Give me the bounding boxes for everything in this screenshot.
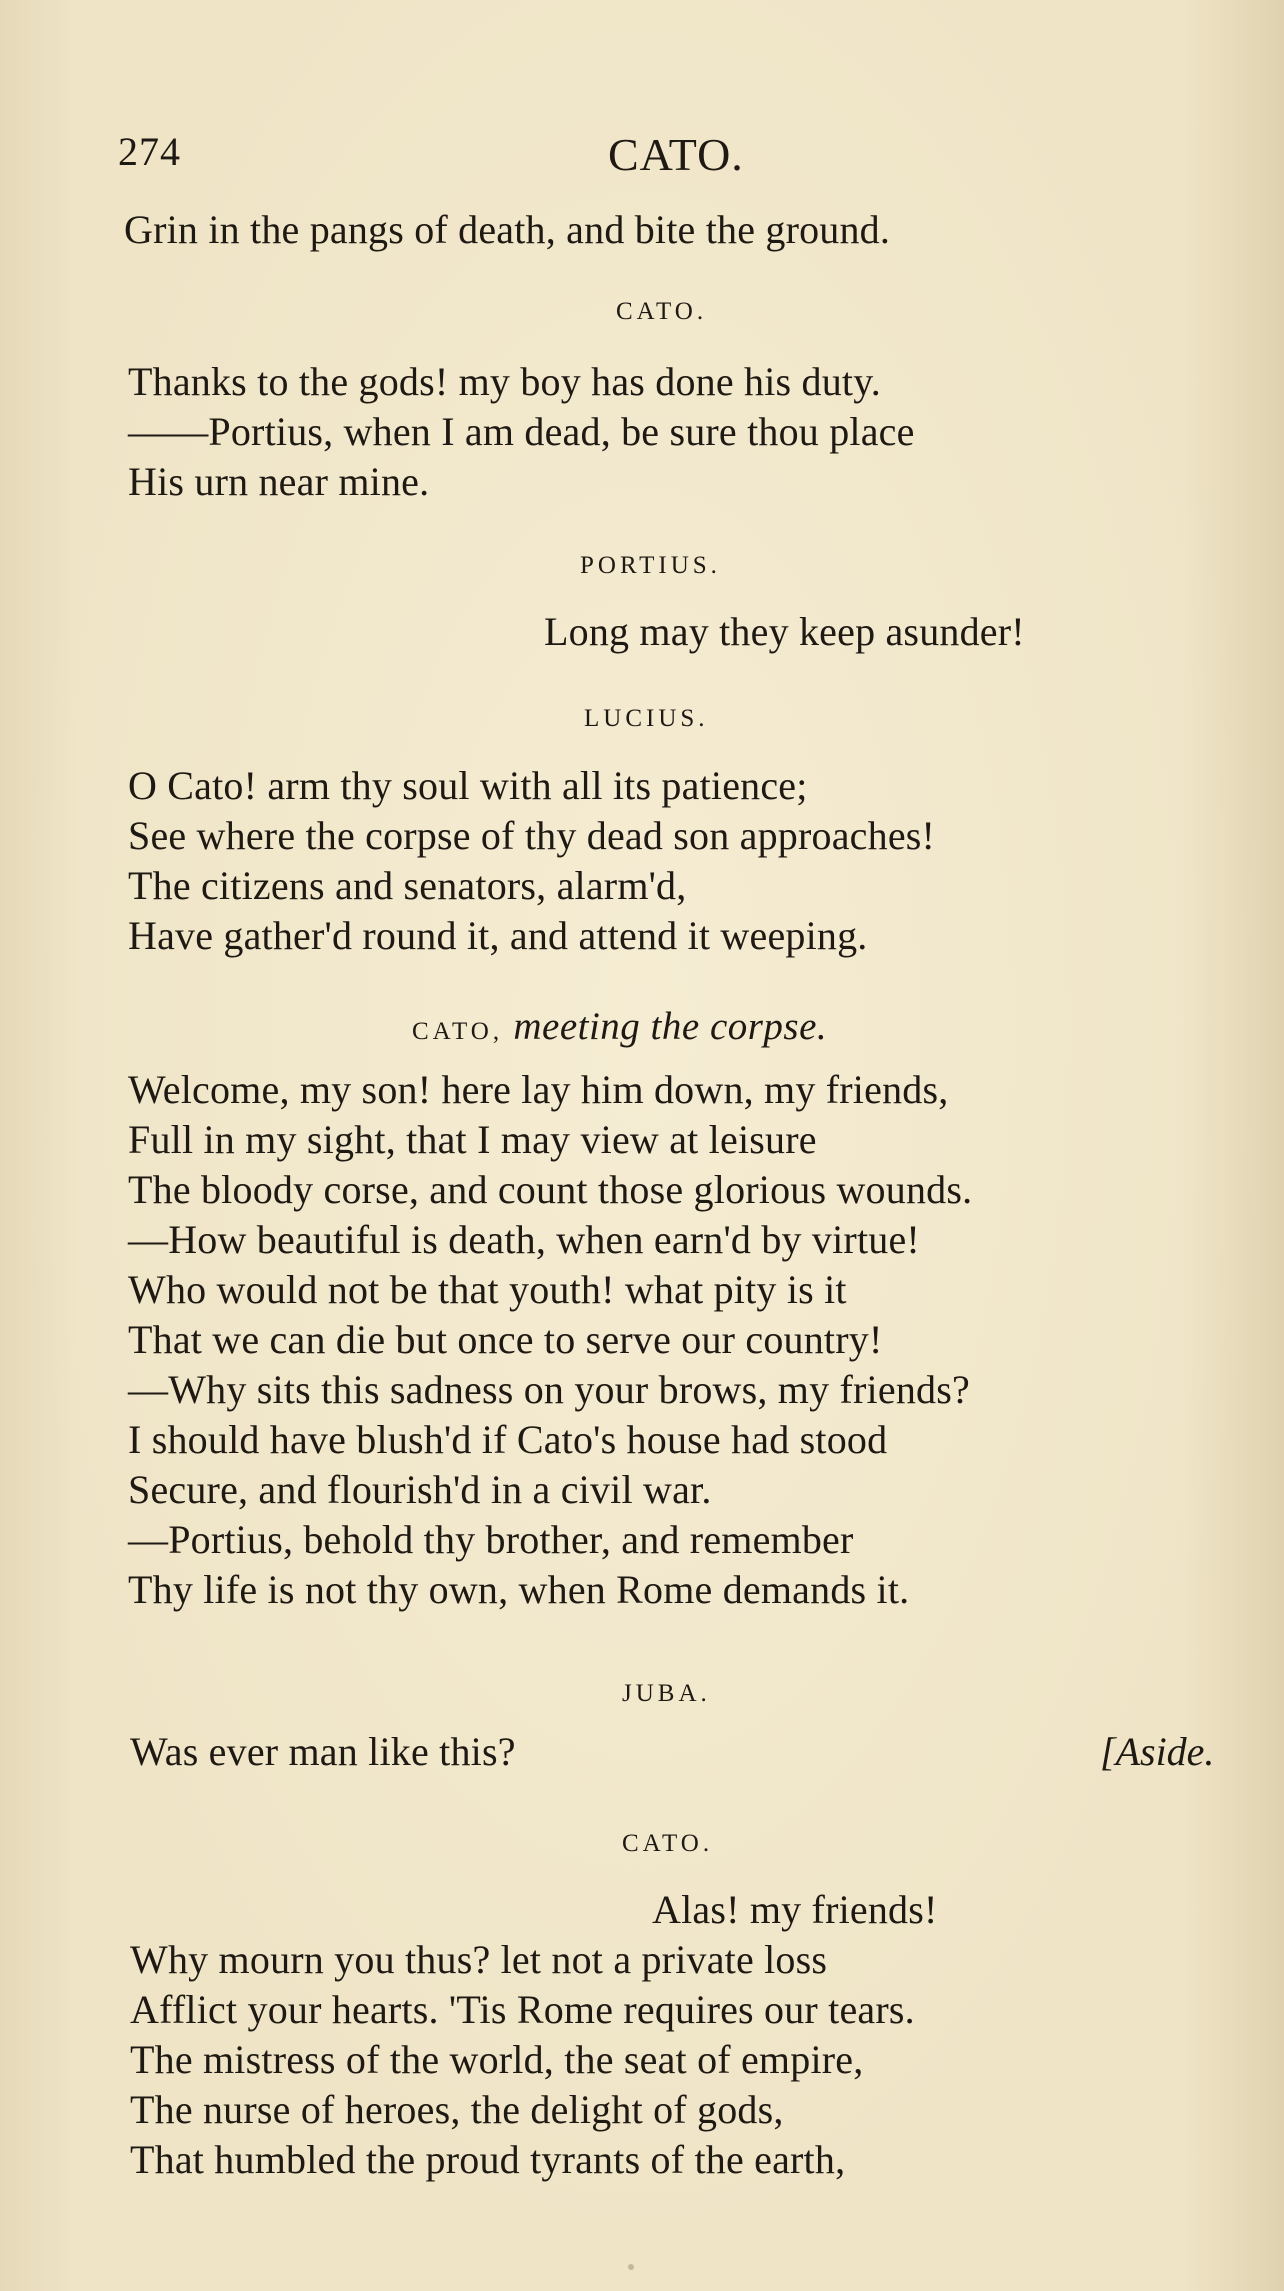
verse-line: I should have blush'd if Cato's house had stood bbox=[128, 1417, 888, 1462]
verse-line: Afflict your hearts. 'Tis Rome requires our tears. bbox=[130, 1987, 915, 2032]
verse-line: —Portius, behold thy brother, and remember bbox=[128, 1517, 854, 1562]
verse-line: —Why sits this sadness on your brows, my friends? bbox=[128, 1367, 970, 1412]
verse-line: See where the corpse of thy dead son approaches! bbox=[128, 813, 936, 858]
verse-line: Full in my sight, that I may view at leisure bbox=[128, 1117, 817, 1162]
speaker-heading-with-stage-direction bbox=[412, 1004, 827, 1049]
verse-line: Thy life is not thy own, when Rome demands it. bbox=[128, 1567, 910, 1612]
stage-direction: meeting the corpse. bbox=[513, 1005, 828, 1048]
speaker-name: CATO, bbox=[412, 1018, 504, 1045]
speaker-heading: CATO. bbox=[616, 298, 708, 325]
verse-line: O Cato! arm thy soul with all its patience; bbox=[128, 763, 808, 808]
verse-line: That we can die but once to serve our country! bbox=[128, 1317, 883, 1362]
aside-direction bbox=[1100, 1728, 1214, 1776]
verse-line: Alas! my friends! bbox=[652, 1887, 938, 1932]
verse-line: The nurse of heroes, the delight of gods, bbox=[130, 2087, 784, 2132]
verse-line: Thanks to the gods! my boy has done his duty. bbox=[128, 359, 882, 404]
verse-line: Long may they keep asunder! bbox=[544, 609, 1025, 654]
speaker-heading: PORTIUS. bbox=[580, 552, 721, 579]
speaker-heading: CATO. bbox=[622, 1830, 714, 1857]
verse-line: The citizens and senators, alarm'd, bbox=[128, 863, 687, 908]
verse-line: ——Portius, when I am dead, be sure thou place bbox=[128, 409, 915, 454]
verse-line: The bloody corse, and count those glorious wounds. bbox=[128, 1167, 973, 1212]
verse-line: Grin in the pangs of death, and bite the ground. bbox=[124, 207, 891, 252]
page-number: 274 bbox=[118, 129, 181, 174]
verse-line: Was ever man like this? bbox=[130, 1729, 516, 1774]
verse-line: Who would not be that youth! what pity is it bbox=[128, 1267, 847, 1312]
verse-line: Why mourn you thus? let not a private loss bbox=[130, 1937, 828, 1982]
verse-line: Welcome, my son! here lay him down, my friends, bbox=[128, 1067, 949, 1112]
verse-line: —How beautiful is death, when earn'd by virtue! bbox=[128, 1217, 920, 1262]
verse-line: That humbled the proud tyrants of the earth, bbox=[130, 2137, 846, 2182]
verse-line: The mistress of the world, the seat of empire, bbox=[130, 2037, 864, 2082]
speaker-heading: JUBA. bbox=[622, 1680, 711, 1707]
verse-line: His urn near mine. bbox=[128, 459, 430, 504]
verse-line: Secure, and flourish'd in a civil war. bbox=[128, 1467, 712, 1512]
speaker-heading: LUCIUS. bbox=[584, 705, 709, 732]
aside-text: [Aside. bbox=[1100, 1729, 1215, 1774]
running-title: CATO. bbox=[608, 129, 744, 180]
verse-line: Have gather'd round it, and attend it weeping. bbox=[128, 913, 868, 958]
page-header bbox=[118, 128, 1168, 188]
paper-speck bbox=[628, 2264, 634, 2270]
